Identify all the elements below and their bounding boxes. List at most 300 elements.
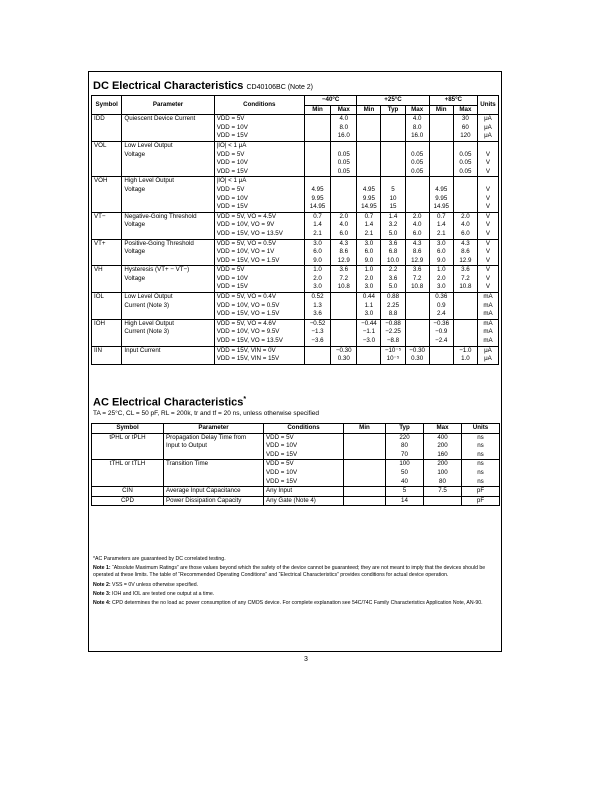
dc-m2min-line [359,347,378,356]
dc-m3min-line: 4.95 [435,185,448,193]
ac-parameter-line: Input to Output [166,442,207,450]
dc-m1max-line [333,195,354,204]
dc-m3max-line: 0.05 [459,167,472,175]
dc-m2max-line: 7.2 [412,274,422,282]
ac-conditions-line: VDD = 10V [266,442,298,450]
dc-row [92,115,499,142]
dc-m2max-line: 8.0 [412,123,422,131]
dc-units-line: V [485,274,491,282]
dc-m1min-line [307,159,328,168]
dc-m2max-line [408,328,427,337]
dc-units [477,346,498,364]
dc-m1max-line [333,203,354,212]
dc-units-line: V [485,229,491,237]
dc-m1max-line: 0.05 [337,159,350,167]
ac-row [92,433,500,460]
ac-conditions-line: VDD = 15V [266,450,298,458]
ac-typ-line: 50 [401,468,408,476]
dc-header-symbol: Symbol [92,96,122,115]
dc-m2max-line: 12.9 [411,256,424,264]
dc-m2max [405,177,429,212]
dc-m2min [357,266,381,293]
dc-parameter [122,141,214,176]
dc-header-min: Min [304,105,330,115]
ac-section-title [93,396,246,409]
dc-m3min [429,115,453,142]
ac-parameter [164,487,264,497]
ac-min [344,433,386,460]
dc-units-line [480,142,496,151]
dc-row [92,141,499,176]
footnote-text: *AC Parameters are guaranteed by DC correlated testing. [93,556,226,562]
dc-m3min-line: 0.7 [436,212,446,220]
ac-max [424,487,462,497]
dc-m1min-line [307,347,328,356]
dc-m1min-line: −0.52 [309,319,326,327]
dc-section-title [93,80,313,92]
ac-min [344,460,386,487]
dc-m2max-line [408,142,427,151]
dc-m3min-line [432,124,451,133]
dc-units-line: V [485,248,491,256]
dc-m3max-line [456,293,475,302]
dc-symbol: VT+ [92,239,122,266]
dc-m1min-line [307,151,328,160]
dc-m2max-line [408,177,427,186]
dc-m3max [453,141,477,176]
dc-m1min [304,177,330,212]
ac-subtitle: TA = 25°C, CL = 50 pF, RL = 200k, tr and tf = 20 ns, unless otherwise specified [93,410,320,417]
dc-m2min-line [359,159,378,168]
dc-m3min-line [432,142,451,151]
dc-m2typ [381,212,405,239]
dc-m1min [304,115,330,142]
dc-m2typ-line: 2.25 [387,301,400,309]
dc-parameter-line: Negative-Going Threshold [124,212,197,220]
dc-m1max-line: 4.0 [339,115,349,123]
dc-conditions-line: VDD = 10V, VO = 9V [216,221,275,229]
ac-max-line [426,497,459,506]
dc-units [477,115,498,142]
dc-units-line: V [485,256,491,264]
dc-units-line: μA [484,132,492,140]
dc-m3min-line: −0.36 [433,319,450,327]
dc-m3min-line [432,115,451,124]
dc-m1max-line [333,177,354,186]
dc-parameter-line: Low Level Output [124,293,173,301]
ac-min-line [346,434,383,443]
dc-m2typ [381,346,405,364]
dc-m2typ [381,115,405,142]
dc-m1min-line [307,132,328,141]
dc-header-temp-85: +85°C [429,96,477,106]
dc-parameter [122,212,214,239]
dc-m2typ-line: −8.8 [386,337,400,345]
dc-parameter-line: Voltage [124,185,146,193]
dc-m2typ-line: 10⁻⁵ [386,355,400,363]
ac-units-line: ns [477,450,484,458]
ac-max-line: 200 [437,460,448,468]
dc-m2max [405,266,429,293]
dc-conditions-line: VDD = 5V, VO = 0.5V [216,239,276,247]
dc-units-line: μA [484,123,492,131]
dc-m3max [453,266,477,293]
dc-m2max-line [408,337,427,346]
ac-typ [386,487,424,497]
dc-m2typ-line: −10⁻⁵ [384,346,402,354]
dc-m3max [453,177,477,212]
dc-parameter-line: Positive-Going Threshold [124,239,194,247]
dc-parameter [122,239,214,266]
dc-conditions [214,293,304,320]
dc-m1max [331,293,357,320]
ac-max-line: 7.5 [438,487,447,495]
dc-symbol: IIN [92,346,122,364]
dc-conditions-line: VDD = 10V [216,274,248,282]
dc-m2max [405,319,429,346]
dc-m2min-line: 1.4 [364,221,374,229]
dc-m1max-line [333,302,354,311]
dc-m2min-line [359,142,378,151]
dc-row [92,266,499,293]
dc-m2min [357,319,381,346]
dc-m2min [357,212,381,239]
dc-symbol: IOL [92,293,122,320]
dc-m3min-line: 2.0 [436,274,446,282]
footnote-text: VSS = 0V unless otherwise specified. [112,581,199,588]
dc-units-line: V [485,212,491,220]
dc-m1min-line: 3.0 [313,283,322,291]
dc-row [92,177,499,212]
dc-row [92,293,499,320]
dc-m2max-line [408,310,427,319]
dc-m1max [331,115,357,142]
ac-header-symbol: Symbol [92,424,164,434]
dc-units [477,266,498,293]
dc-m3min [429,346,453,364]
dc-m3max-line: 0.05 [459,150,472,158]
dc-m1min [304,212,330,239]
ac-symbol: tTHL or tTLH [92,460,164,487]
dc-m3min [429,266,453,293]
dc-m1max-line [333,328,354,337]
dc-m2typ-line [383,159,402,168]
dc-m2max-line: 16.0 [411,132,424,140]
dc-units-line: V [485,203,491,211]
dc-m2typ [381,239,405,266]
ac-conditions-line: VDD = 15V [266,477,298,485]
dc-m2max-line: −0.30 [409,346,425,354]
dc-m2max-line: 4.3 [412,239,422,247]
dc-header-conditions: Conditions [214,96,304,115]
dc-m3min-line [432,159,451,168]
dc-units-line: mA [483,328,493,336]
ac-units-line: ns [477,468,484,476]
footnote-label: Note 2: [93,581,111,588]
dc-m2typ-line [383,124,402,133]
ac-typ [386,460,424,487]
dc-row [92,346,499,364]
dc-m1max-line [333,337,354,346]
dc-m1max-line [333,186,354,195]
dc-m1max-line: 0.05 [337,150,350,158]
dc-m2min-line: 9.0 [364,256,374,264]
ac-parameter [164,496,264,506]
ac-parameter-line: Average Input Capacitance [166,487,241,495]
dc-units-line: V [485,167,491,175]
dc-m1min-line: 1.3 [313,301,322,309]
dc-m3max-line: 0.05 [459,159,472,167]
dc-m2min [357,115,381,142]
dc-m3max-line: 4.3 [461,239,470,247]
dc-m3min-line [432,168,451,177]
footnote [93,556,497,563]
dc-m1max-line: 2.0 [339,212,349,220]
dc-m3min-line: 9.0 [436,256,446,264]
dc-units [477,293,498,320]
dc-m2max-line: 0.05 [411,150,424,158]
dc-symbol: VH [92,266,122,293]
ac-table [91,423,500,506]
dc-units-line: V [485,194,491,202]
dc-m1min-line: 9.0 [313,256,322,264]
dc-conditions-line: VDD = 15V [216,203,248,211]
dc-m2min-line: −0.44 [361,319,377,327]
dc-m3max-line: 2.0 [461,212,470,220]
dc-m2min [357,239,381,266]
dc-m2max-line [408,302,427,311]
dc-m1max-line: 12.9 [337,256,350,264]
dc-m3min-line: −0.9 [435,328,448,336]
dc-m3min [429,319,453,346]
dc-m2typ-line: 1.4 [388,212,398,220]
dc-header-temp-25: +25°C [357,96,429,106]
page-number: 3 [304,656,308,663]
ac-min [344,496,386,506]
dc-conditions-line: VDD = 15V, VO = 1.5V [216,310,280,318]
dc-parameter [122,293,214,320]
footnote-text: “Absolute Maximum Ratings” are those values beyond which the safety of the device cannot be guaranteed; they are not meant to imply that the devices should be operated at these limits. The table of “Recommended Operating Conditions” and “Electrical Characteristics” provides conditions for actual device operation. [93,565,486,579]
dc-units-line: mA [483,319,493,327]
dc-m2max-line [408,186,427,195]
ac-row [92,496,500,506]
dc-conditions-line: VDD = 5V, VO = 4.5V [216,212,276,220]
dc-m3min-line: 1.0 [436,266,446,274]
dc-title: DC Electrical Characteristics [93,80,244,92]
dc-conditions-line: |IO| < 1 μA [216,177,247,185]
dc-m3min-line: 0.36 [435,293,448,301]
dc-m3max-line [456,186,475,195]
dc-m2typ [381,293,405,320]
dc-conditions-line: VDD = 15V, VO = 13.5V [216,229,283,237]
dc-m3min-line: 6.0 [436,248,446,256]
dc-conditions-line: VDD = 5V [216,115,245,123]
dc-m2max [405,293,429,320]
dc-m3min-line: 1.4 [436,221,446,229]
dc-parameter-line: High Level Output [124,177,174,185]
dc-units-line: mA [483,310,493,318]
ac-symbol: CIN [92,487,164,497]
dc-m2typ-line [383,168,402,177]
dc-m1min [304,141,330,176]
dc-m1max-line: 8.0 [339,123,349,131]
dc-m2max [405,115,429,142]
dc-m3max-line: −1.0 [459,346,472,354]
dc-m2min-line [359,168,378,177]
dc-m1min-line [307,142,328,151]
dc-m2typ [381,141,405,176]
ac-conditions-line: VDD = 5V [266,460,294,468]
ac-max-line: 200 [437,442,448,450]
dc-parameter-line: Voltage [124,248,146,256]
dc-header-min: Min [429,105,453,115]
dc-m2min-line [359,151,378,160]
dc-parameter [122,266,214,293]
dc-m2max-line: 6.0 [412,229,422,237]
dc-m1min-line: 1.0 [313,266,322,274]
dc-conditions-line: VDD = 10V [216,194,248,202]
dc-units-line: μA [484,355,492,363]
dc-m2typ-line [383,142,402,151]
ac-units [462,460,500,487]
dc-parameter [122,177,214,212]
dc-m2typ-line: 3.6 [388,239,398,247]
dc-m3min [429,239,453,266]
dc-m1min-line: 9.95 [311,194,324,202]
dc-m1max [331,319,357,346]
dc-m1max [331,141,357,176]
ac-units [462,487,500,497]
dc-m3max [453,239,477,266]
ac-max-line: 100 [437,468,448,476]
ac-conditions [264,460,344,487]
dc-parameter [122,115,214,142]
footnote [93,582,497,589]
dc-m1min [304,319,330,346]
ac-typ-line: 14 [401,496,408,504]
dc-m2max-line: 4.0 [412,221,422,229]
ac-units-line: ns [477,460,484,468]
dc-units-line: mA [483,301,493,309]
dc-m3max-line: 7.2 [461,274,470,282]
dc-m2typ-line: 5 [391,185,395,193]
dc-conditions [214,266,304,293]
dc-m2min-line: 1.0 [364,266,374,274]
dc-m2max [405,141,429,176]
ac-header-typ: Typ [386,424,424,434]
datasheet-frame [88,71,502,652]
dc-m2typ-line: 10 [389,194,397,202]
dc-m2max-line: 2.0 [412,212,422,220]
ac-max [424,496,462,506]
dc-m1max [331,266,357,293]
dc-m1min-line: 0.7 [313,212,322,220]
dc-m3max-line [456,203,475,212]
footnote-text: IOH and IOL are tested one output at a time. [112,590,215,597]
dc-m2min [357,346,381,364]
ac-typ-line: 220 [399,433,410,441]
dc-m3min-line: 0.9 [436,301,446,309]
dc-m2max-line: 0.05 [411,159,424,167]
dc-m3max-line: 60 [461,123,469,131]
dc-m2typ-line: 8.8 [388,310,398,318]
ac-row [92,487,500,497]
dc-conditions [214,115,304,142]
dc-m1max-line: 0.30 [337,355,350,363]
dc-units-line: V [485,150,491,158]
dc-m3min [429,293,453,320]
dc-m2min [357,293,381,320]
dc-m2min-line [359,124,378,133]
dc-m1max [331,212,357,239]
dc-m2typ [381,319,405,346]
dc-m3min [429,141,453,176]
dc-conditions [214,177,304,212]
dc-m3min-line: 9.95 [435,194,448,202]
dc-parameter-line: Voltage [124,221,146,229]
dc-conditions-line: VDD = 5V [216,185,245,193]
dc-header-parameter: Parameter [122,96,214,115]
dc-symbol: IDD [92,115,122,142]
dc-m2typ-line: 3.2 [388,221,398,229]
dc-row [92,239,499,266]
dc-symbol: IOH [92,319,122,346]
dc-units [477,141,498,176]
ac-min-line [346,442,383,451]
ac-min-line [346,487,383,496]
dc-m3max-line: 3.6 [461,266,470,274]
dc-m2min [357,141,381,176]
dc-m2max-line [408,195,427,204]
dc-m3max-line [456,142,475,151]
dc-conditions-line: VDD = 10V [216,159,248,167]
dc-header-max: Max [405,105,429,115]
footnote-label: Note 1: [93,565,111,572]
dc-m2min-line: 3.0 [364,283,374,291]
dc-m3min-line: 2.4 [436,310,446,318]
dc-m2min-line [359,355,378,364]
ac-header-conditions: Conditions [264,424,344,434]
dc-m1max-line: 10.8 [337,283,350,291]
footnote [93,591,497,598]
dc-header-min: Min [357,105,381,115]
dc-parameter-line: High Level Output [124,319,174,327]
dc-m2typ [381,177,405,212]
dc-m2min-line: 0.7 [364,212,374,220]
dc-units-line: V [485,185,491,193]
ac-units-line: ns [477,477,484,485]
dc-m3min-line [432,355,451,364]
ac-symbol: tPHL or tPLH [92,433,164,460]
dc-conditions [214,346,304,364]
dc-m1max [331,346,357,364]
dc-conditions-line: VDD = 15V, VO = 13.5V [216,337,283,345]
dc-m2min-line [359,132,378,141]
dc-conditions-line: VDD = 15V, VO = 1.5V [216,256,280,264]
dc-m1max [331,177,357,212]
dc-m1min-line: 1.4 [313,221,322,229]
dc-conditions-line: VDD = 15V, VIN = 15V [216,355,280,363]
dc-units [477,239,498,266]
dc-conditions-line: VDD = 15V [216,167,248,175]
dc-conditions-line: VDD = 5V, VO = 4.6V [216,319,276,327]
dc-units-line: V [485,221,491,229]
ac-header-max: Max [424,424,462,434]
dc-parameter-line: Current (Note 3) [124,328,170,336]
dc-m2typ-line: 5.0 [388,229,398,237]
dc-parameter-line: Hysteresis (VT+ − VT−) [124,266,190,274]
dc-m1min-line [307,124,328,133]
